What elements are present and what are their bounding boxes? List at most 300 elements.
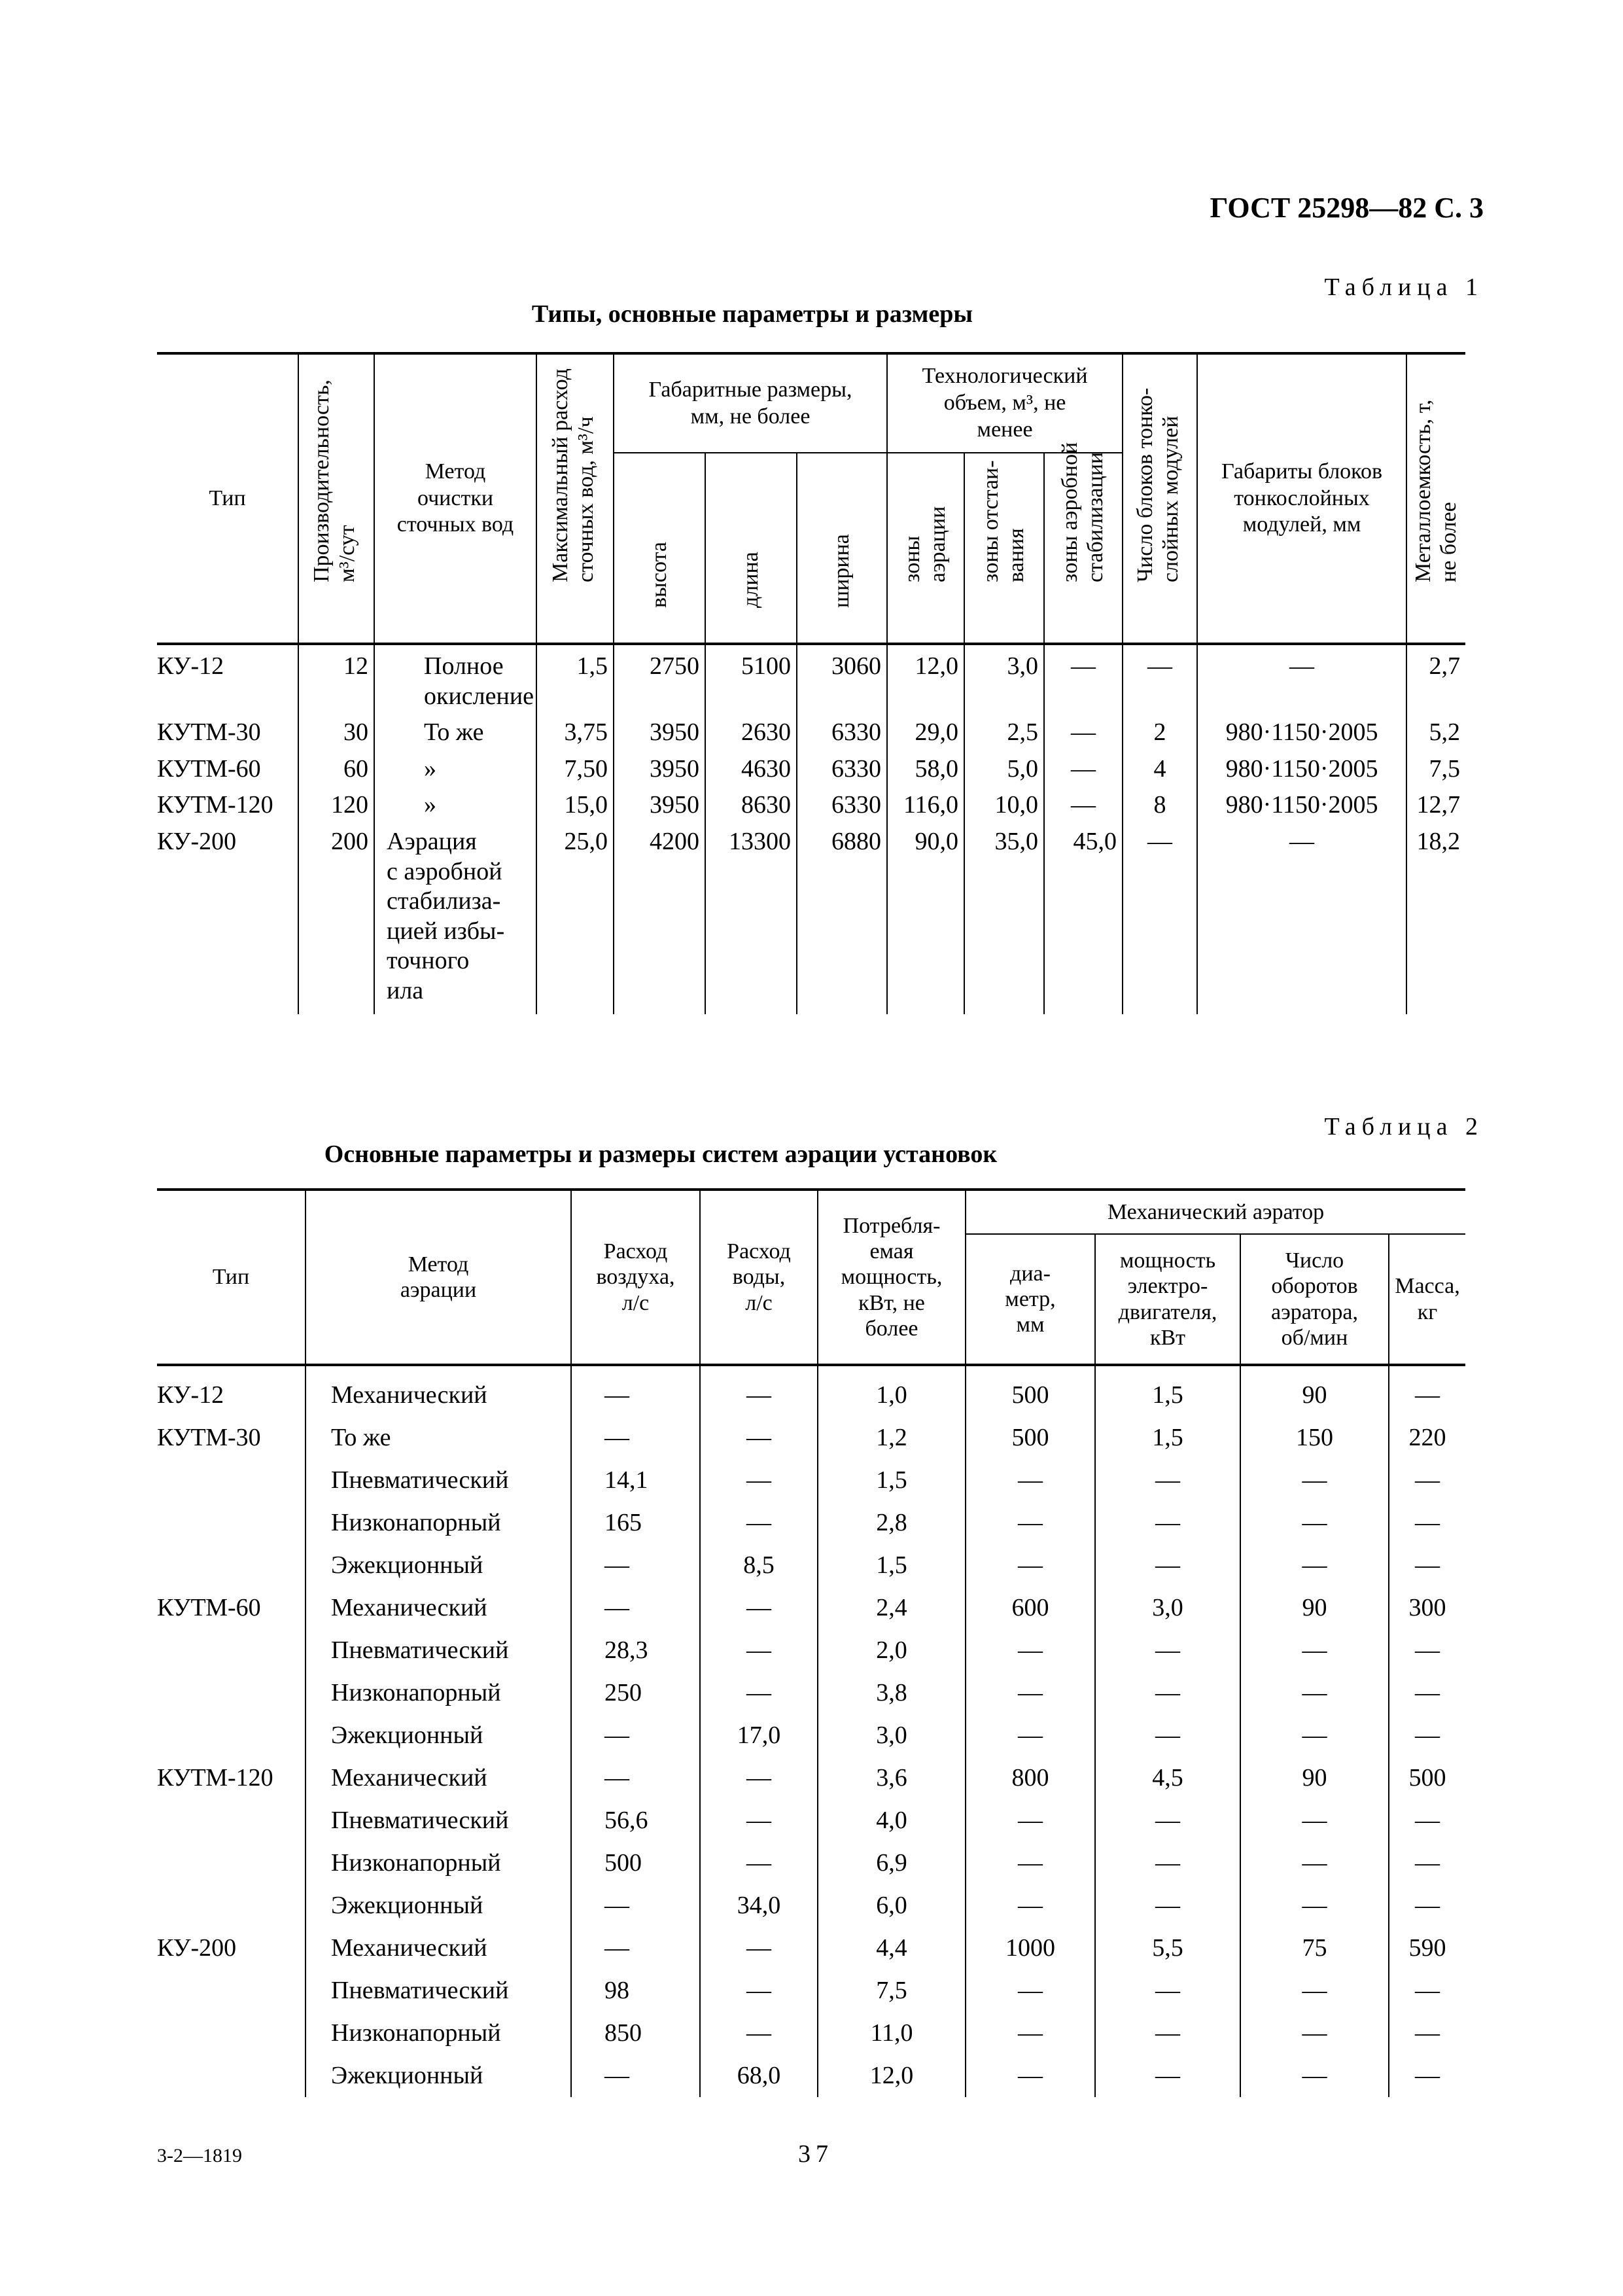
t2-cell-diameter: — (966, 1629, 1095, 1672)
t2-cell-diameter: 800 (966, 1757, 1095, 1799)
t1-cell-zone-stabilization: — (1044, 784, 1123, 821)
table-row (157, 644, 1465, 711)
t2-cell-rpm: — (1240, 1502, 1389, 1544)
t1-cell-blocks-dims: 980·1150·2005 (1197, 784, 1406, 821)
t2-cell-motor: 5,5 (1095, 1927, 1240, 1969)
t2-cell-diameter: — (966, 1714, 1095, 1757)
t2-cell-air: — (571, 1587, 700, 1629)
t2-cell-diameter: — (966, 1459, 1095, 1502)
table-row (157, 1544, 1465, 1587)
table1-header-type (157, 353, 298, 644)
t2-cell-power: 3,8 (818, 1672, 966, 1714)
t1-cell-capacity: 60 (298, 748, 374, 785)
t2-cell-diameter: — (966, 1969, 1095, 2012)
t1-cell-height: 4200 (614, 821, 705, 1014)
t1-cell-zone-settling: 10,0 (964, 784, 1044, 821)
table-row (157, 1365, 1465, 1417)
t2-cell-type (157, 1714, 305, 1757)
t2-cell-power: 12,0 (818, 2055, 966, 2097)
t1-cell-zone-aeration: 58,0 (887, 748, 964, 785)
table1-header-length (705, 453, 797, 644)
t2-cell-motor: — (1095, 2012, 1240, 2055)
t2-cell-method: Эжекционный (305, 1884, 571, 1927)
t1-cell-zone-settling: 3,0 (964, 644, 1044, 711)
t2-cell-rpm: — (1240, 2055, 1389, 2097)
t1-cell-height: 3950 (614, 748, 705, 785)
table-row (157, 1884, 1465, 1927)
t1-cell-type: КУТМ-120 (157, 791, 273, 819)
t2-cell-air: 500 (571, 1842, 700, 1884)
t2-cell-air: 98 (571, 1969, 700, 2012)
t2-cell-type (157, 1544, 305, 1587)
t2-cell-rpm: 75 (1240, 1927, 1389, 1969)
t1-cell-method: » (374, 784, 536, 821)
table-row (157, 1587, 1465, 1629)
t2-cell-diameter: — (966, 1672, 1095, 1714)
t1-cell-capacity: 120 (298, 784, 374, 821)
t2-cell-method: Механический (305, 1587, 571, 1629)
table1-title: Типы, основные параметры и размеры (531, 300, 973, 328)
t2-cell-mass: — (1389, 1365, 1465, 1417)
t2-cell-air: — (571, 1365, 700, 1417)
t2-cell-mass: — (1389, 1799, 1465, 1842)
t2-cell-diameter: — (966, 1842, 1095, 1884)
t2-cell-air: — (571, 1884, 700, 1927)
table2-header-power (818, 1190, 966, 1365)
t1-cell-flow: 15,0 (536, 784, 614, 821)
t1-cell-flow: 1,5 (536, 644, 614, 711)
table2-header-air (571, 1190, 700, 1365)
t2-cell-mass: — (1389, 1544, 1465, 1587)
t1-cell-blocks-dims: — (1197, 821, 1406, 1014)
t2-cell-rpm: — (1240, 2012, 1389, 2055)
t1-cell-method: Полное окисление (374, 644, 536, 711)
t2-cell-type (157, 1799, 305, 1842)
t1-cell-blocks-count: 4 (1123, 748, 1197, 785)
standard-designation: ГОСТ 25298—82 С. 3 (1210, 192, 1484, 224)
table2-header-diameter (966, 1234, 1095, 1365)
table-row (157, 1502, 1465, 1544)
t1-cell-length: 2630 (705, 711, 797, 748)
t2-cell-mass: — (1389, 1714, 1465, 1757)
table-row (157, 748, 1465, 785)
t1-cell-width: 3060 (797, 644, 887, 711)
t2-cell-mass: — (1389, 1629, 1465, 1672)
t1-cell-zone-aeration: 116,0 (887, 784, 964, 821)
table1-header-metal (1406, 353, 1465, 644)
t2-cell-method: Механический (305, 1365, 571, 1417)
t2-cell-diameter: 1000 (966, 1927, 1095, 1969)
table2-body (157, 1365, 1465, 2097)
table1-header-zone-stabilization (1044, 442, 1123, 644)
table1-header-dims-group-text: Габаритные размеры, мм, не более (648, 377, 852, 429)
t2-cell-method: Механический (305, 1757, 571, 1799)
t1-cell-blocks-dims: — (1197, 644, 1406, 711)
table1-label: Таблица 1 (1324, 274, 1484, 301)
t2-cell-type (157, 1459, 305, 1502)
t2-cell-air: 28,3 (571, 1629, 700, 1672)
t1-cell-capacity: 30 (298, 711, 374, 748)
table2-header-motor (1095, 1234, 1240, 1365)
t2-cell-mass: 300 (1389, 1587, 1465, 1629)
t2-cell-type: КУ-200 (157, 1934, 237, 1962)
table-row (157, 784, 1465, 821)
t2-cell-motor: — (1095, 1842, 1240, 1884)
t2-cell-motor: — (1095, 1544, 1240, 1587)
table2-header (157, 1190, 1465, 1365)
t2-cell-power: 11,0 (818, 2012, 966, 2055)
t2-cell-power: 2,0 (818, 1629, 966, 1672)
table-row (157, 1842, 1465, 1884)
t2-cell-air: 14,1 (571, 1459, 700, 1502)
table2 (157, 1188, 1465, 2097)
table2-header-water (700, 1190, 818, 1365)
t2-cell-power: 1,0 (818, 1365, 966, 1417)
t2-cell-mass: — (1389, 1884, 1465, 1927)
table2-header-mech-group (966, 1190, 1465, 1234)
t1-cell-metal: 7,5 (1406, 748, 1465, 785)
table1-header-capacity-text: Производительность, м³/сут (309, 379, 360, 582)
t2-cell-rpm: — (1240, 1629, 1389, 1672)
table-row (157, 1757, 1465, 1799)
t2-cell-water: — (700, 1587, 818, 1629)
t2-cell-air: 250 (571, 1672, 700, 1714)
t1-cell-zone-stabilization: — (1044, 711, 1123, 748)
table-row (157, 711, 1465, 748)
t2-cell-water: 34,0 (700, 1884, 818, 1927)
table1-header-max-flow (536, 353, 614, 644)
page-number: 37 (798, 2140, 833, 2168)
t1-cell-length: 4630 (705, 748, 797, 785)
table-row (157, 1799, 1465, 1842)
table1-header-blocks-dims-text: Габариты блоков тонкослойных модулей, мм (1221, 459, 1383, 537)
t2-cell-power: 1,5 (818, 1544, 966, 1587)
t2-cell-type: КУТМ-30 (157, 1423, 261, 1451)
t2-cell-water: — (700, 2012, 818, 2055)
t2-cell-method: Механический (305, 1927, 571, 1969)
table2-header-air-text: Расход воздуха, л/с (596, 1239, 675, 1315)
table2-header-mass-text: Масса, кг (1395, 1274, 1460, 1324)
t2-cell-air: — (571, 1417, 700, 1459)
table2-header-mass (1389, 1234, 1465, 1365)
t1-cell-width: 6330 (797, 748, 887, 785)
table2-header-water-text: Расход воды, л/с (727, 1239, 791, 1315)
table1-header-capacity (298, 353, 374, 644)
table1-header-zone-aeration-text: зоны аэрации (900, 506, 951, 582)
t2-cell-diameter: 500 (966, 1365, 1095, 1417)
t2-cell-power: 2,8 (818, 1502, 966, 1544)
t2-cell-motor: — (1095, 2055, 1240, 2097)
t2-cell-air: 165 (571, 1502, 700, 1544)
t2-cell-water: — (700, 1799, 818, 1842)
t1-cell-length: 5100 (705, 644, 797, 711)
table2-header-method-text: Метод аэрации (400, 1252, 477, 1302)
t1-cell-blocks-count: — (1123, 644, 1197, 711)
t1-cell-blocks-count: 8 (1123, 784, 1197, 821)
t2-cell-motor: — (1095, 1714, 1240, 1757)
t2-cell-type (157, 2055, 305, 2097)
t1-cell-type: КУ-12 (157, 652, 224, 680)
t2-cell-type (157, 1629, 305, 1672)
t2-cell-water: — (700, 1757, 818, 1799)
t2-cell-mass: — (1389, 1842, 1465, 1884)
t2-cell-motor: — (1095, 1969, 1240, 2012)
t2-cell-motor: — (1095, 1799, 1240, 1842)
t1-cell-flow: 7,50 (536, 748, 614, 785)
t2-cell-diameter: 500 (966, 1417, 1095, 1459)
t2-cell-method: Пневматический (305, 1459, 571, 1502)
t1-cell-blocks-dims: 980·1150·2005 (1197, 711, 1406, 748)
t1-cell-zone-stabilization: — (1044, 644, 1123, 711)
table2-header-method (305, 1190, 571, 1365)
t2-cell-air: — (571, 1544, 700, 1587)
t2-cell-power: 6,9 (818, 1842, 966, 1884)
t2-cell-rpm: — (1240, 1842, 1389, 1884)
t2-cell-rpm: 90 (1240, 1587, 1389, 1629)
t2-cell-water: — (700, 1927, 818, 1969)
t2-cell-mass: 500 (1389, 1757, 1465, 1799)
t1-cell-method: » (374, 748, 536, 785)
t2-cell-mass: — (1389, 2055, 1465, 2097)
t2-cell-mass: — (1389, 1459, 1465, 1502)
table-row (157, 1459, 1465, 1502)
table1-header-zone-settling-text: зоны отстаи- вания (979, 460, 1029, 582)
table1-header-zone-stabilization-text: зоны аэробной стабилизации (1058, 442, 1108, 582)
table1-header-dims-group (614, 353, 887, 453)
t1-cell-zone-aeration: 90,0 (887, 821, 964, 1014)
t1-cell-blocks-count: 2 (1123, 711, 1197, 748)
t2-cell-method: Эжекционный (305, 1544, 571, 1587)
t2-cell-mass: — (1389, 1502, 1465, 1544)
table-row (157, 821, 1465, 1014)
t1-cell-capacity: 200 (298, 821, 374, 1014)
t2-cell-method: Пневматический (305, 1969, 571, 2012)
t1-cell-zone-settling: 5,0 (964, 748, 1044, 785)
t2-cell-power: 1,5 (818, 1459, 966, 1502)
t2-cell-motor: — (1095, 1459, 1240, 1502)
table1-header-volume-group-text: Технологический объем, м³, не менее (922, 364, 1088, 442)
t1-cell-type: КУТМ-30 (157, 718, 261, 747)
t2-cell-rpm: — (1240, 1459, 1389, 1502)
t1-cell-metal: 2,7 (1406, 644, 1465, 711)
t2-cell-mass: — (1389, 1969, 1465, 2012)
t2-cell-type (157, 1884, 305, 1927)
t2-cell-type (157, 1672, 305, 1714)
t2-cell-rpm: — (1240, 1672, 1389, 1714)
t2-cell-method: Низконапорный (305, 1842, 571, 1884)
t2-cell-rpm: — (1240, 1544, 1389, 1587)
print-code: 3-2—1819 (157, 2145, 242, 2166)
t2-cell-motor: 1,5 (1095, 1365, 1240, 1417)
table1-header-method-text: Метод очистки сточных вод (396, 459, 514, 537)
t2-cell-diameter: — (966, 2055, 1095, 2097)
table1 (157, 352, 1465, 1014)
t2-cell-power: 6,0 (818, 1884, 966, 1927)
t1-cell-zone-aeration: 29,0 (887, 711, 964, 748)
table1-header-zone-aeration (887, 453, 964, 644)
t1-cell-flow: 3,75 (536, 711, 614, 748)
table1-header-width (797, 453, 887, 644)
t1-cell-method: То же (374, 711, 536, 748)
table-row (157, 1927, 1465, 1969)
table-row (157, 1629, 1465, 1672)
t2-cell-power: 7,5 (818, 1969, 966, 2012)
t1-cell-blocks-dims: 980·1150·2005 (1197, 748, 1406, 785)
table1-header-type-text: Тип (209, 486, 246, 510)
table1-header-blocks-count-text: Число блоков тонко- слойных модулей (1133, 387, 1183, 582)
t2-cell-water: — (700, 1459, 818, 1502)
t2-cell-water: — (700, 1417, 818, 1459)
t2-cell-motor: — (1095, 1884, 1240, 1927)
t2-cell-type (157, 1502, 305, 1544)
t2-cell-mass: 590 (1389, 1927, 1465, 1969)
t2-cell-air: — (571, 1927, 700, 1969)
t1-cell-width: 6330 (797, 711, 887, 748)
t2-cell-mass: — (1389, 1672, 1465, 1714)
t1-cell-metal: 5,2 (1406, 711, 1465, 748)
table-row (157, 2012, 1465, 2055)
table1-header-zone-settling (964, 453, 1044, 644)
table2-header-mech-group-text: Механический аэратор (1107, 1199, 1325, 1224)
t2-cell-type (157, 1969, 305, 2012)
t1-cell-metal: 12,7 (1406, 784, 1465, 821)
t2-cell-power: 4,4 (818, 1927, 966, 1969)
table1-header-volume-group (887, 353, 1123, 453)
t2-cell-rpm: 150 (1240, 1417, 1389, 1459)
table2-header-type-text: Тип (212, 1265, 250, 1290)
table2-header-power-text: Потребля- емая мощность, кВт, не более (841, 1214, 943, 1341)
t1-cell-type: КУТМ-60 (157, 754, 261, 783)
t1-cell-method: Аэрация с аэробной стабилиза- цией избы- точного ила (374, 821, 536, 1014)
t2-cell-mass: — (1389, 2012, 1465, 2055)
t2-cell-method: То же (305, 1417, 571, 1459)
t1-cell-length: 8630 (705, 784, 797, 821)
t2-cell-rpm: — (1240, 1969, 1389, 2012)
table2-header-rpm-text: Число оборотов аэратора, об/мин (1271, 1248, 1358, 1350)
t2-cell-method: Пневматический (305, 1629, 571, 1672)
table2-header-type (157, 1190, 305, 1365)
t2-cell-type (157, 1842, 305, 1884)
t2-cell-power: 4,0 (818, 1799, 966, 1842)
t1-cell-capacity: 12 (298, 644, 374, 711)
t2-cell-diameter: — (966, 1799, 1095, 1842)
t1-cell-height: 2750 (614, 644, 705, 711)
t1-cell-zone-stabilization: 45,0 (1044, 821, 1123, 1014)
t1-cell-metal: 18,2 (1406, 821, 1465, 1014)
table2-header-motor-text: мощность электро- двигателя, кВт (1118, 1248, 1217, 1350)
t1-cell-height: 3950 (614, 784, 705, 821)
t2-cell-water: — (700, 1365, 818, 1417)
t2-cell-method: Эжекционный (305, 2055, 571, 2097)
t1-cell-zone-settling: 35,0 (964, 821, 1044, 1014)
t2-cell-water: — (700, 1629, 818, 1672)
t2-cell-diameter: — (966, 1544, 1095, 1587)
t2-cell-motor: 3,0 (1095, 1587, 1240, 1629)
t1-cell-flow: 25,0 (536, 821, 614, 1014)
t2-cell-method: Низконапорный (305, 1672, 571, 1714)
t2-cell-water: 8,5 (700, 1544, 818, 1587)
t2-cell-power: 3,0 (818, 1714, 966, 1757)
t1-cell-blocks-count: — (1123, 821, 1197, 1014)
t2-cell-water: — (700, 1969, 818, 2012)
t2-cell-method: Пневматический (305, 1799, 571, 1842)
t2-cell-power: 2,4 (818, 1587, 966, 1629)
table2-header-rpm (1240, 1234, 1389, 1365)
t2-cell-power: 1,2 (818, 1417, 966, 1459)
table1-body (157, 644, 1465, 1014)
table2-title: Основные параметры и размеры систем аэрации установок (324, 1140, 998, 1168)
t2-cell-method: Эжекционный (305, 1714, 571, 1757)
t2-cell-mass: 220 (1389, 1417, 1465, 1459)
t2-cell-type: КУТМ-120 (157, 1763, 273, 1792)
t1-cell-length: 13300 (705, 821, 797, 1014)
t2-cell-rpm: — (1240, 1799, 1389, 1842)
table1-header-blocks-count (1123, 353, 1197, 644)
t2-cell-motor: 1,5 (1095, 1417, 1240, 1459)
t2-cell-water: — (700, 1672, 818, 1714)
table1-header-max-flow-text: Максимальный расход сточных вод, м³/ч (548, 368, 599, 582)
t2-cell-air: — (571, 2055, 700, 2097)
t2-cell-air: — (571, 1714, 700, 1757)
t2-cell-diameter: — (966, 1502, 1095, 1544)
t2-cell-water: — (700, 1502, 818, 1544)
t2-cell-rpm: — (1240, 1714, 1389, 1757)
table-row (157, 1672, 1465, 1714)
t2-cell-motor: — (1095, 1502, 1240, 1544)
t2-cell-diameter: 600 (966, 1587, 1095, 1629)
table1-header-height-text: высота (647, 542, 671, 608)
t2-cell-type (157, 2012, 305, 2055)
table1-header-height (614, 453, 705, 644)
t1-cell-zone-aeration: 12,0 (887, 644, 964, 711)
t2-cell-water: — (700, 1842, 818, 1884)
t2-cell-power: 3,6 (818, 1757, 966, 1799)
table1-header-length-text: длина (739, 552, 763, 608)
t2-cell-air: 850 (571, 2012, 700, 2055)
t2-cell-diameter: — (966, 2012, 1095, 2055)
t1-cell-width: 6880 (797, 821, 887, 1014)
t2-cell-method: Низконапорный (305, 1502, 571, 1544)
t2-cell-air: 56,6 (571, 1799, 700, 1842)
t1-cell-type: КУ-200 (157, 827, 237, 855)
table-row (157, 1417, 1465, 1459)
t2-cell-rpm: — (1240, 1884, 1389, 1927)
table2-header-diameter-text: диа- метр, мм (1005, 1261, 1056, 1337)
t1-cell-zone-stabilization: — (1044, 748, 1123, 785)
t2-cell-rpm: 90 (1240, 1757, 1389, 1799)
t1-cell-zone-settling: 2,5 (964, 711, 1044, 748)
table-row (157, 2055, 1465, 2097)
table1-header (157, 353, 1465, 644)
t2-cell-rpm: 90 (1240, 1365, 1389, 1417)
t2-cell-method: Низконапорный (305, 2012, 571, 2055)
table1-header-blocks-dims (1197, 353, 1406, 644)
t2-cell-air: — (571, 1757, 700, 1799)
table2-label: Таблица 2 (1324, 1113, 1484, 1140)
t2-cell-type: КУТМ-60 (157, 1593, 261, 1621)
t2-cell-motor: — (1095, 1672, 1240, 1714)
table1-header-metal-text: Металлоемкость, т, не более (1410, 399, 1461, 582)
t2-cell-motor: 4,5 (1095, 1757, 1240, 1799)
t2-cell-diameter: — (966, 1884, 1095, 1927)
t2-cell-water: 17,0 (700, 1714, 818, 1757)
t2-cell-type: КУ-12 (157, 1381, 224, 1409)
t2-cell-motor: — (1095, 1629, 1240, 1672)
table1-header-method (374, 353, 536, 644)
t1-cell-width: 6330 (797, 784, 887, 821)
table-row (157, 1714, 1465, 1757)
t1-cell-height: 3950 (614, 711, 705, 748)
